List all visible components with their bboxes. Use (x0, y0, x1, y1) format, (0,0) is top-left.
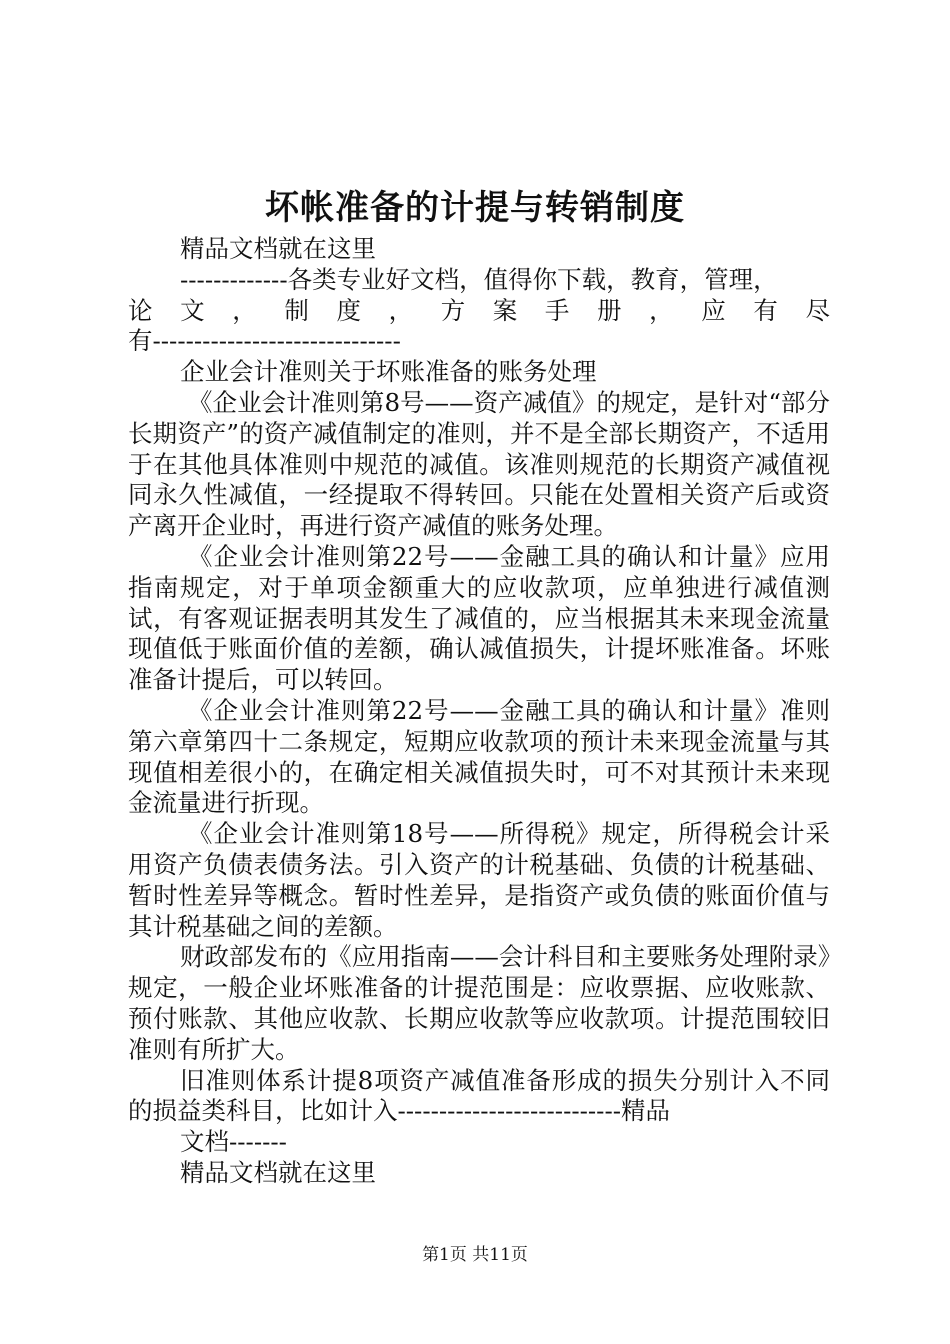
paragraph: 《企业会计准则第22号——金融工具的确认和计量》应用指南规定，对于单项金额重大的应收款项，应单独进行减值测试，有客观证据表明其发生了减值的，应当根据其未来现金流量现值低于账面价值的差额，确认减值损失，计提坏账准备。坏账准备计提后，可以转回。 (128, 541, 830, 695)
document-body (128, 234, 830, 1189)
page-indicator: 第1页 共11页 (422, 1245, 528, 1265)
banner-line-2: 论 文 ， 制 度 ， 方 案 手 册 ， 应 有 尽 (128, 295, 830, 325)
paragraph: 旧准则体系计提8项资产减值准备形成的损失分别计入不同的损益类科目，比如计入---------------------------精品 (128, 1065, 830, 1126)
paragraph: 财政部发布的《应用指南——会计科目和主要账务处理附录》规定，一般企业坏账准备的计提范围是：应收票据、应收账款、预付账款、其他应收款、长期应收款等应收款项。计提范围较旧准则有所扩大。 (128, 942, 830, 1064)
paragraph: 《企业会计准则第22号——金融工具的确认和计量》准则第六章第四十二条规定，短期应收款项的预计未来现金流量与其现值相差很小的，在确定相关减值损失时，可不对其预计未来现金流量进行折现。 (128, 695, 830, 818)
footer-note: 精品文档就在这里 (180, 1157, 376, 1187)
paragraph: 《企业会计准则第18号——所得税》规定，所得税会计采用资产负债表债务法。引入资产的计税基础、负债的计税基础、暂时性差异等概念。暂时性差异，是指资产或负债的账面价值与其计税基础之间的差额。 (128, 819, 830, 941)
header-note: 精品文档就在这里 (180, 234, 376, 263)
trailing-line: 文档------- (180, 1127, 287, 1157)
paragraph: 《企业会计准则第8号——资产减值》的规定，是针对“部分长期资产”的资产减值制定的准则，并不是全部长期资产，不适用于在其他具体准则中规范的减值。该准则规范的长期资产减值视同永久性减值，一经提取不得转回。只能在处置相关资产后或资产离开企业时，再进行资产减值的账务处理。 (128, 387, 830, 541)
document-title: 坏帐准备的计提与转销制度 (265, 188, 685, 228)
banner-line-1: -------------各类专业好文档，值得你下载，教育，管理， (180, 264, 778, 294)
banner-line-3: 有------------------------------ (128, 326, 401, 356)
section-heading: 企业会计准则关于坏账准备的账务处理 (180, 357, 597, 387)
